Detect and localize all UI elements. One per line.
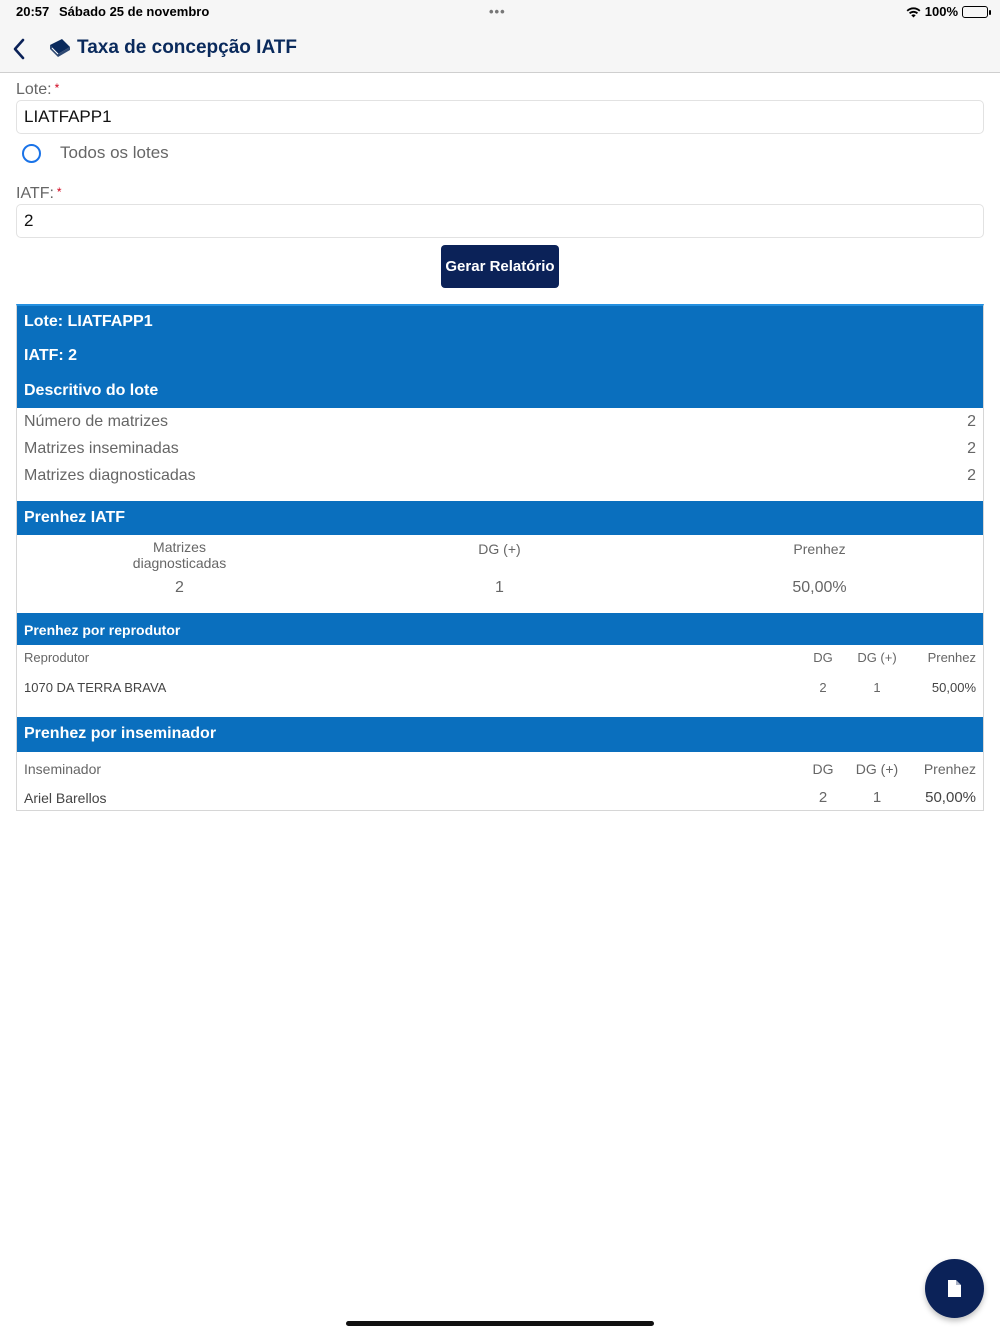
desc-value: 2 [967,467,976,484]
chevron-left-icon[interactable] [10,36,30,62]
col-header-prenhez: Prenhez [927,650,976,665]
report-lote: Lote: LIATFAPP1 [24,313,153,330]
col-header-dg: DG [813,650,833,665]
report-iatf: IATF: 2 [24,347,78,364]
export-fab-button[interactable] [925,1259,984,1318]
reprodutor-title: Prenhez por reprodutor [24,622,181,638]
desc-value: 2 [967,440,976,457]
todos-lotes-radio[interactable] [22,143,169,163]
col-header-dg-pos: DG (+) [855,761,899,777]
desc-row [24,467,976,485]
todos-lotes-label: Todos os lotes [60,143,169,162]
report-header [17,306,983,408]
status-right [906,4,988,19]
col-header-dg: DG [812,761,834,777]
status-bar [0,0,1000,24]
desc-row [24,413,976,431]
col-header-inseminador: Inseminador [24,761,102,777]
gerar-relatorio-button[interactable]: Gerar Relatório [441,245,559,288]
col-header-dg-pos: DG (+) [857,650,897,665]
inseminador-dg-pos: 1 [872,789,882,806]
status-date: Sábado 25 de novembro [59,4,210,19]
report-panel [16,304,984,811]
desc-row [24,440,976,458]
battery-percent: 100% [924,4,958,19]
value-matrizes: 2 [175,579,184,596]
iatf-label-text: IATF: [16,185,54,202]
status-time: 20:57 [16,4,50,19]
iatf-label [16,185,62,203]
radio-circle-icon[interactable] [22,144,41,163]
reprodutor-header [17,613,983,645]
desc-label: Matrizes diagnosticadas [24,467,196,484]
desc-label: Matrizes inseminadas [24,440,179,457]
reprodutor-name: 1070 DA TERRA BRAVA [24,680,167,695]
prenhez-iatf-header [17,501,983,535]
navigation-bar [0,24,1000,73]
col-header-dg-pos: DG (+) [478,541,521,557]
battery-icon [962,6,988,18]
descritivo-title: Descritivo do lote [24,382,159,399]
desc-label: Número de matrizes [24,413,169,430]
col-header-prenhez: Prenhez [793,541,846,557]
col-header-prenhez: Prenhez [923,761,976,777]
inseminador-name: Ariel Barellos [24,790,107,806]
inseminador-dg: 2 [818,789,828,806]
inseminador-header [17,717,983,752]
multitasking-dots[interactable]: ••• [489,4,506,19]
inseminador-prenhez: 50,00% [925,789,976,806]
lote-field[interactable]: LIATFAPP1 [16,100,984,134]
wifi-icon [906,6,921,18]
inseminador-title: Prenhez por inseminador [24,725,217,742]
book-icon [48,37,72,59]
reprodutor-prenhez: 50,00% [931,680,976,695]
reprodutor-dg: 2 [819,680,827,695]
required-mark: * [56,185,62,199]
prenhez-iatf-title: Prenhez IATF [24,509,126,526]
home-indicator [346,1321,654,1326]
page-title: Taxa de concepção IATF [77,37,297,58]
lote-label-text: Lote: [16,81,52,98]
required-mark: * [54,81,60,95]
document-icon [947,1279,962,1298]
col-header-reprodutor: Reprodutor [24,650,90,665]
desc-value: 2 [967,413,976,430]
value-dg-pos: 1 [495,579,504,596]
reprodutor-dg-pos: 1 [873,680,881,695]
iatf-field[interactable]: 2 [16,204,984,238]
col-header-matrizes: Matrizes diagnosticadas [132,539,227,571]
value-prenhez: 50,00% [792,579,847,596]
lote-label [16,81,59,99]
